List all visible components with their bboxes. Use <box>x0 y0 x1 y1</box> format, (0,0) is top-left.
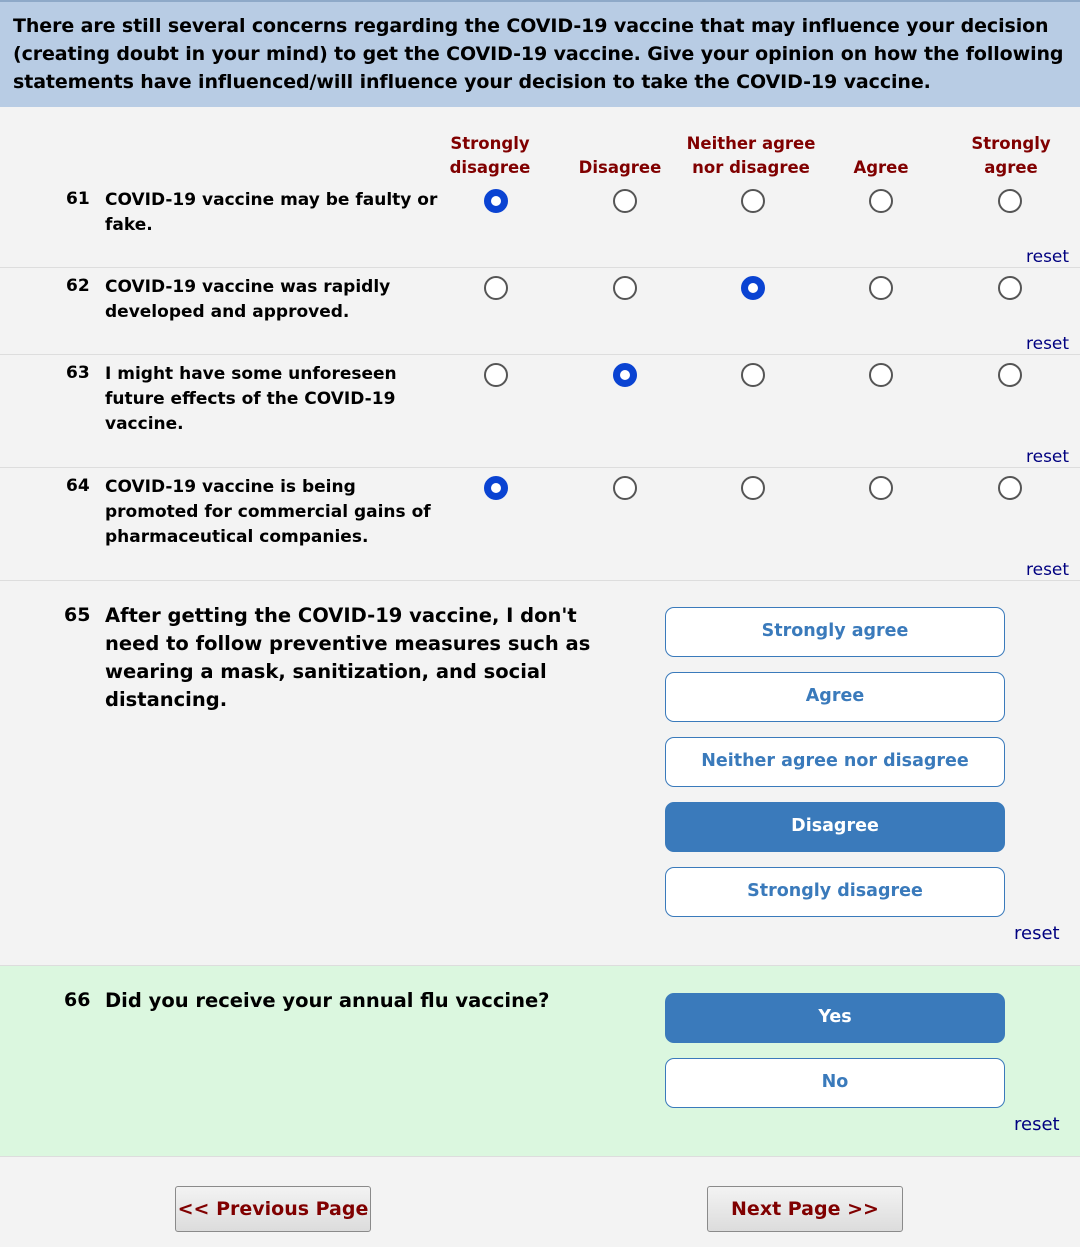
previous-page-button[interactable]: << Previous Page <box>175 1186 371 1232</box>
question-text: COVID-19 vaccine may be faulty or fake. <box>105 190 438 235</box>
radio-disagree[interactable] <box>613 476 637 500</box>
question-number: 64 <box>66 476 90 496</box>
radio-strongly-disagree[interactable] <box>484 363 508 387</box>
instructions-header <box>0 0 1080 107</box>
question-text: I might have some unforeseen future effects of the COVID-19 vaccine. <box>105 364 397 434</box>
reset-link[interactable]: reset <box>1014 1114 1060 1135</box>
question-number: 66 <box>64 989 91 1011</box>
column-header-line: agree <box>984 158 1038 177</box>
column-header-line: disagree <box>449 158 531 177</box>
question-number: 61 <box>66 189 90 209</box>
question-text: After getting the COVID-19 vaccine, I don't need to follow preventive measures such as wearing a mask, sanitization, and social distancing. <box>105 604 591 711</box>
radio-disagree[interactable] <box>613 363 637 387</box>
question-text: COVID-19 vaccine is being promoted for commercial gains of pharmaceutical companies. <box>105 477 431 547</box>
question-number: 65 <box>64 604 91 626</box>
instructions-text: There are still several concerns regarding the COVID-19 vaccine that may influence your decision (creating doubt in your mind) to get the COVID-19 vaccine. Give your opinion on how the following statements have influenced/will influence your decision to take the COVID-19 vaccine. <box>13 15 1064 93</box>
choice-yes[interactable]: Yes <box>665 993 1005 1043</box>
question-text: Did you receive your annual flu vaccine? <box>105 989 550 1012</box>
choice-agree[interactable]: Agree <box>665 672 1005 722</box>
column-header-strongly-disagree <box>425 132 555 180</box>
choice-disagree[interactable]: Disagree <box>665 802 1005 852</box>
matrix-row-63 <box>0 355 1080 468</box>
radio-strongly-disagree[interactable] <box>484 276 508 300</box>
column-header-line: nor disagree <box>692 158 810 177</box>
question-number: 62 <box>66 276 90 296</box>
question-number: 63 <box>66 363 90 383</box>
radio-agree[interactable] <box>869 363 893 387</box>
radio-disagree[interactable] <box>613 276 637 300</box>
column-header-disagree <box>555 132 685 180</box>
choice-no[interactable]: No <box>665 1058 1005 1108</box>
question-65 <box>0 581 1080 966</box>
radio-strongly-disagree[interactable] <box>484 476 508 500</box>
radio-disagree[interactable] <box>613 189 637 213</box>
choice-strongly-disagree[interactable]: Strongly disagree <box>665 867 1005 917</box>
column-header-line: Strongly <box>450 134 530 153</box>
matrix-column-headers <box>0 107 1080 182</box>
radio-strongly-disagree[interactable] <box>484 189 508 213</box>
radio-strongly-agree[interactable] <box>998 189 1022 213</box>
column-header-line <box>816 132 946 156</box>
question-66 <box>0 966 1080 1157</box>
column-header-line: Disagree <box>578 158 662 177</box>
column-header-neither <box>686 132 816 180</box>
radio-neither[interactable] <box>741 363 765 387</box>
choice-neither[interactable]: Neither agree nor disagree <box>665 737 1005 787</box>
matrix-row-62 <box>0 268 1080 355</box>
radio-neither[interactable] <box>741 189 765 213</box>
radio-strongly-agree[interactable] <box>998 276 1022 300</box>
choice-strongly-agree[interactable]: Strongly agree <box>665 607 1005 657</box>
radio-strongly-agree[interactable] <box>998 363 1022 387</box>
radio-neither[interactable] <box>741 476 765 500</box>
column-header-agree <box>816 132 946 180</box>
reset-link[interactable]: reset <box>1026 560 1070 580</box>
column-header-line: Agree <box>853 158 909 177</box>
reset-link[interactable]: reset <box>1026 247 1070 267</box>
question-text: COVID-19 vaccine was rapidly developed and approved. <box>105 277 391 322</box>
column-header-line: Strongly <box>971 134 1051 153</box>
column-header-strongly-agree <box>946 132 1076 180</box>
radio-neither[interactable] <box>741 276 765 300</box>
radio-agree[interactable] <box>869 276 893 300</box>
column-header-line <box>555 132 685 156</box>
reset-link[interactable]: reset <box>1026 334 1070 354</box>
radio-strongly-agree[interactable] <box>998 476 1022 500</box>
next-page-button[interactable]: Next Page >> <box>707 1186 903 1232</box>
radio-agree[interactable] <box>869 476 893 500</box>
reset-link[interactable]: reset <box>1014 923 1060 944</box>
column-header-line: Neither agree <box>686 134 816 153</box>
matrix-row-61 <box>0 181 1080 268</box>
radio-agree[interactable] <box>869 189 893 213</box>
reset-link[interactable]: reset <box>1026 447 1070 467</box>
matrix-row-64 <box>0 468 1080 581</box>
